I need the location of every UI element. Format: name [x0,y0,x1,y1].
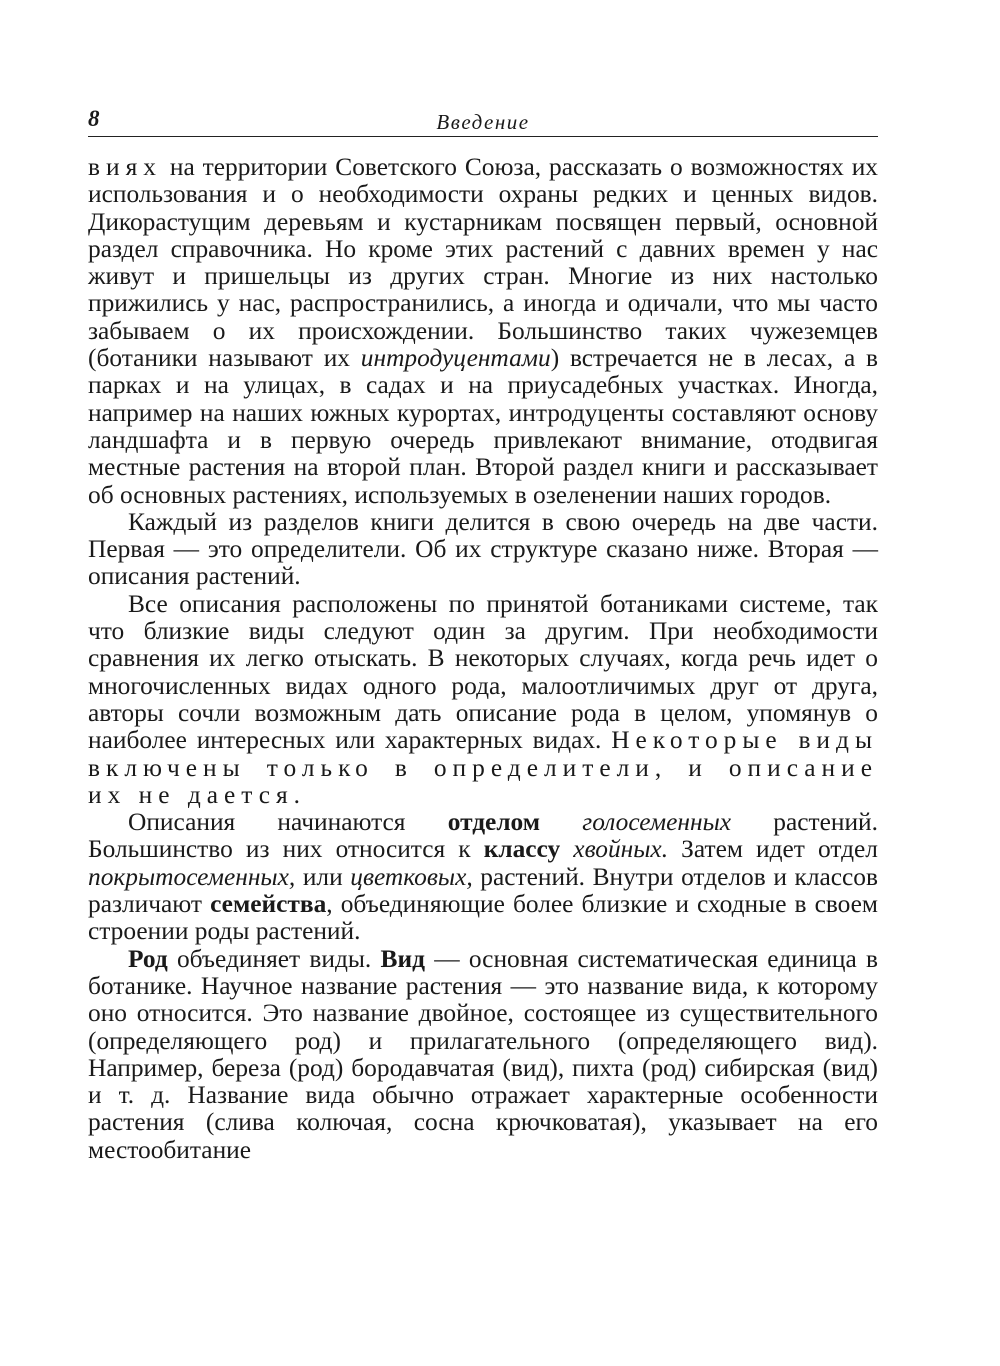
text-run: растений. Большинство из них относится к [88,808,878,864]
bold-term: отделом [447,808,541,837]
text-run [560,835,573,863]
italic-term: интродуцентами [360,344,551,373]
spaced-sentence: Некоторые виды включены только в определители, и описание их не дается. [88,726,879,809]
text-run: на территории Советского Союза, рассказать о возможностях их использования и о необходимости охраны редких и ценных видов. Дикорастущим деревьям и кустарникам посвящен первый, основной раздел справочника. Но кроме этих растений с давних времен у нас живут и пришельцы из других стран. Многие из них настолько прижились у нас, распространились, а иногда и одичали, что мы часто забываем о их происхождении. Большинство таких чужеземцев (ботаники называют их [88,153,878,373]
italic-term: покрытосеменных, [88,862,296,891]
text-run: Описания начинаются [128,808,448,837]
bold-term: классу [483,835,561,864]
paragraph-1 [88,154,878,509]
text-run: объединяет виды. [167,944,381,973]
bold-term: Род [128,944,168,973]
page-header [88,106,878,137]
page-number: 8 [88,106,100,131]
text-run: или [295,862,351,891]
bold-term: семейства [210,890,327,919]
text-run: Все описания расположены по принятой ботаниками системе, так что близкие виды следуют один за другим. При необходимости сравнения их легко отыскать. В некоторых случаях, когда речь идет о многочисленных видах одного рода, малоотличимых друг от друга, авторы сочли возможным дать описание рода в целом, упомянув о наиболее интересных или характерных видах. [88,589,878,755]
text-run: , объединяющие более близкие и сходные в своем строении роды растений. [88,890,878,946]
text-run: Затем идет отдел [668,835,878,864]
paragraph-4 [88,809,878,945]
spaced-word: виях [88,153,162,181]
bold-term: Вид [380,944,425,973]
italic-term: цветковых, [350,862,473,891]
paragraph-2: Каждый из разделов книги делится в свою очередь на две части. Первая — это определители. Об их структуре сказано ниже. Вторая — описания растений. [88,507,878,591]
text-run: — основная систематическая единица в ботанике. Научное название растения — это название вида, к которому оно относится. Это название двойное, состоящее из существительного (определяющего род) и прилагательного (определяющего вид). Например, береза (род) бородавчатая (вид), пихта (род) сибирская (вид) и т. д. Название вида обычно отражает характерные особенности растения (слива колючая, сосна крючковатая), указывает на его местообитание [88,944,878,1164]
text-run: растений. Внутри отделов и классов различают [88,862,878,919]
paragraph-3 [88,591,878,809]
running-title: Введение [436,110,530,134]
paragraph-5 [88,946,878,1164]
italic-term: голосеменных [582,808,732,837]
text-run: ) встречается не в лесах, а в парках и на улицах, в садах и на приусадебных участках. Иногда, например на наших южных курортах, интродуценты составляют основу ландшафта и в первую очередь привлекают внимание, отодвигая местные растения на второй план. Второй раздел книги и рассказывает об основных растениях, используемых в озеленении наших городов. [88,344,878,509]
body-text [88,154,878,1164]
text-run [540,808,582,836]
italic-term: хвойных. [573,835,669,864]
